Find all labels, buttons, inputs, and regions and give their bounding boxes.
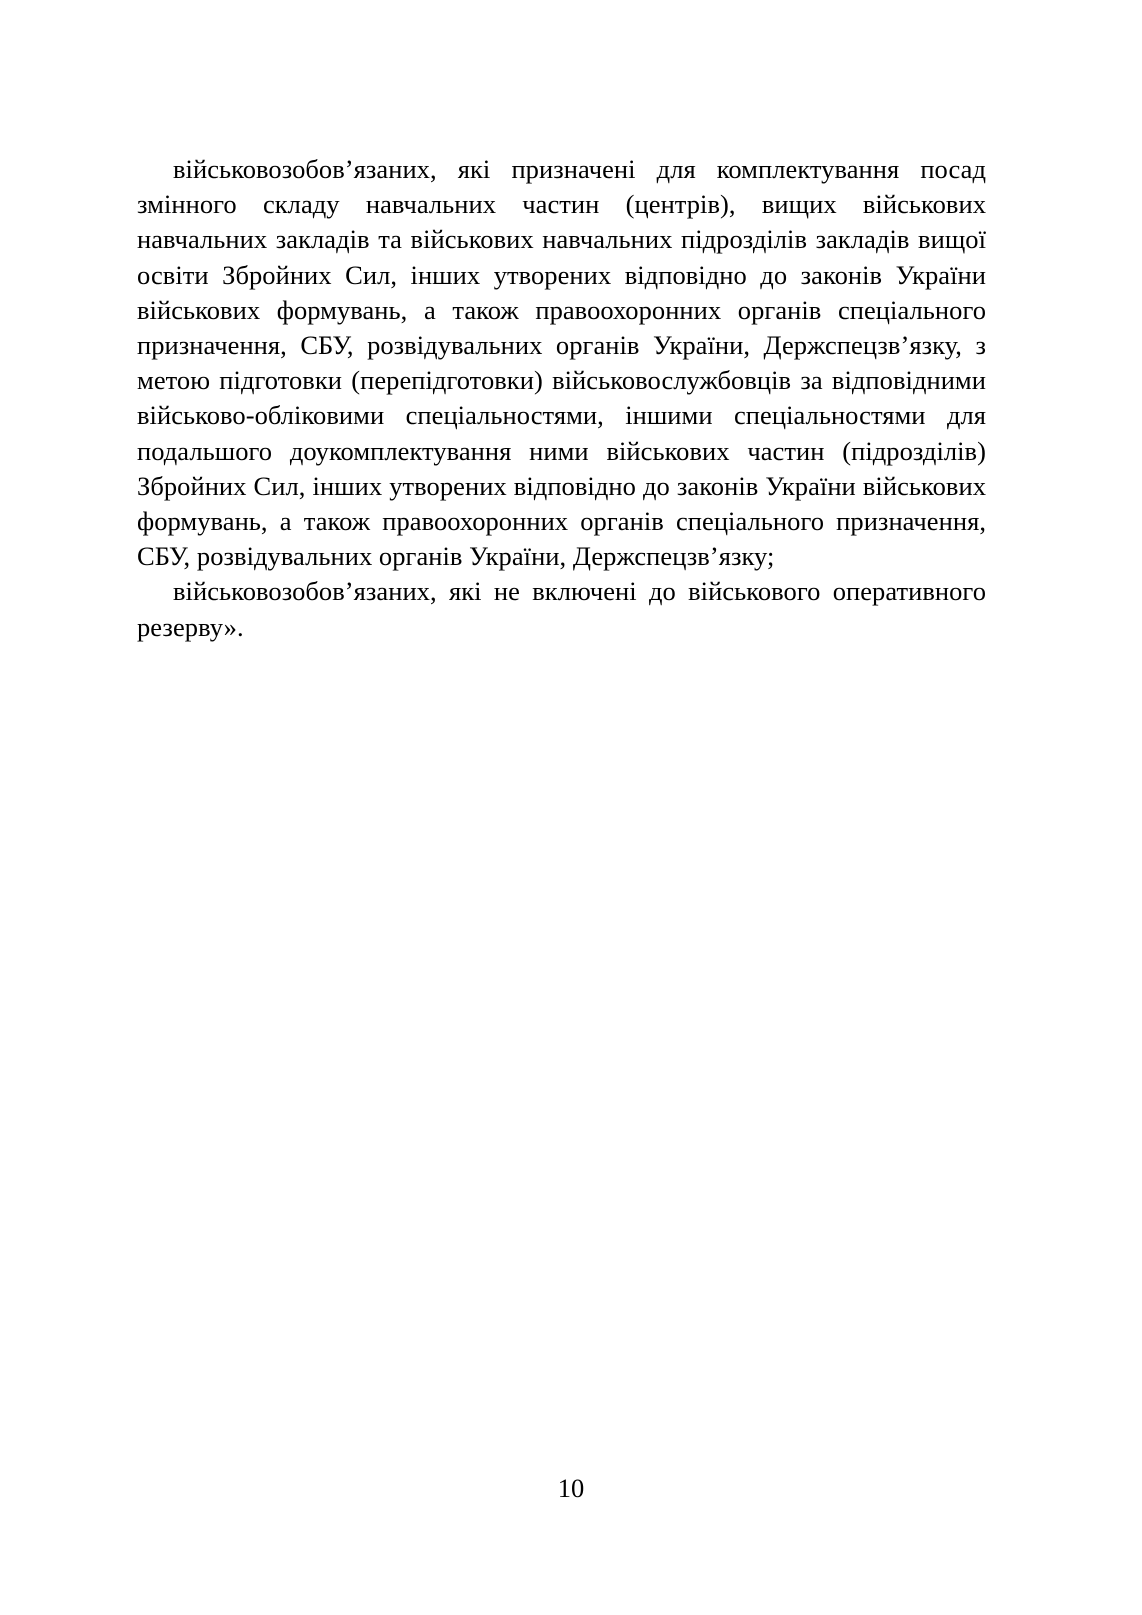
- body-paragraph-1: військовозобов’язаних, які призначені для комплектування посад змінного складу навчальних частин (центрів), вищих військових навчальних закладів та військових навчальних підрозділів закладів вищої освіти Збройних Сил, інших утворених відповідно до законів України військових формувань, а також правоохоронних органів спеціального призначення, СБУ, розвідувальних органів України, Держспецзв’язку, з метою підготовки (перепідготовки) військовослужбовців за відповідними військово-обліковими спеціальностями, іншими спеціальностями для подальшого доукомплектування ними військових частин (підрозділів) Збройних Сил, інших утворених відповідно до законів України військових формувань, а також правоохоронних органів спеціального призначення, СБУ, розвідувальних органів України, Держспецзв’язку;: [137, 154, 986, 572]
- page-number: 10: [557, 1473, 585, 1503]
- body-paragraph-2: військовозобов’язаних, які не включені до військового оперативного резерву».: [137, 576, 986, 642]
- body-text-block: [137, 152, 986, 645]
